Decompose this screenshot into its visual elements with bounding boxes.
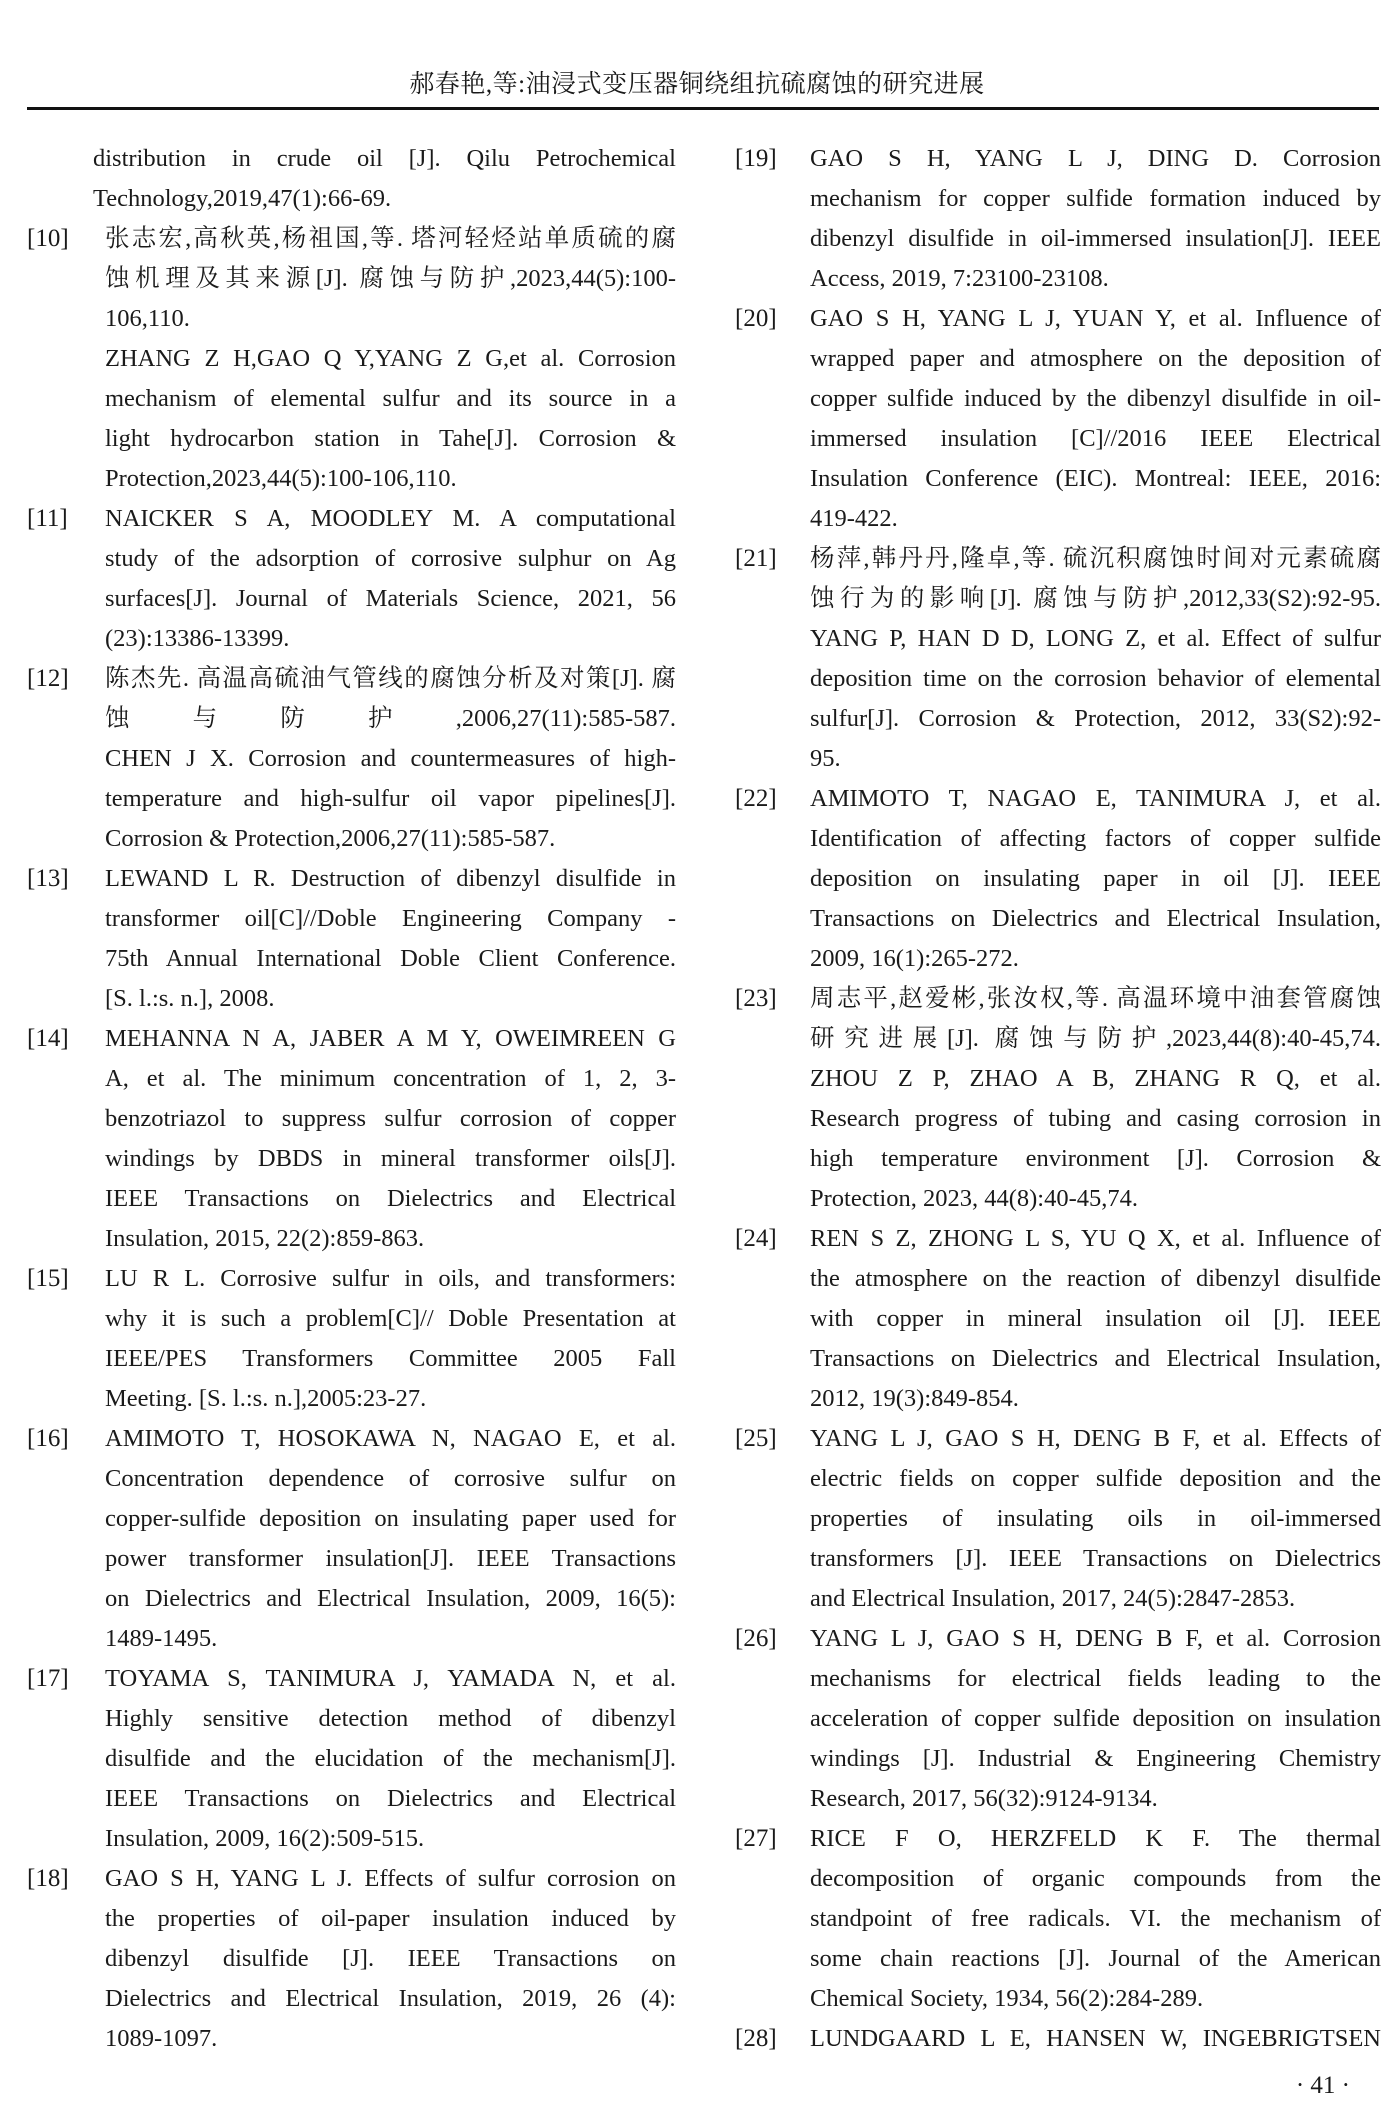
reference-text-line: on Dielectrics and Electrical Insulation, 2009, 16(5): [105, 1585, 676, 1612]
reference-text-line: RICE F O, HERZFELD K F. The thermal [810, 1825, 1381, 1852]
reference-text-line: 2009, 16(1):265-272. [810, 945, 1019, 972]
reference-entry [735, 979, 1381, 1219]
reference-text-line: CHEN J X. Corrosion and countermeasures of high- [105, 745, 676, 772]
running-header: 郝春艳,等:油浸式变压器铜绕组抗硫腐蚀的研究进展 [409, 71, 985, 98]
reference-text-line: Concentration dependence of corrosive sulfur on [105, 1465, 676, 1492]
reference-text-line: 1089-1097. [105, 2025, 218, 2052]
reference-text-line: AMIMOTO T, HOSOKAWA N, NAGAO E, et al. [105, 1425, 676, 1452]
reference-continuation [27, 139, 676, 219]
reference-text-line: 陈杰先. 高温高硫油气管线的腐蚀分析及对策[J]. 腐 [105, 665, 676, 692]
reference-text-line: Transactions on Dielectrics and Electrical Insulation, [810, 905, 1381, 932]
reference-text-line: Insulation Conference (EIC). Montreal: IEEE, 2016: [810, 465, 1381, 492]
reference-text-line: and Electrical Insulation, 2017, 24(5):2847-2853. [810, 1585, 1296, 1612]
reference-number: [20] [735, 305, 777, 332]
reference-entry [27, 859, 676, 1019]
reference-text-line: 95. [810, 745, 841, 772]
reference-entry [27, 1659, 676, 1859]
reference-text-line: Highly sensitive detection method of dibenzyl [105, 1705, 676, 1732]
reference-text-line: (23):13386-13399. [105, 625, 290, 652]
reference-entry [735, 1819, 1381, 2019]
reference-text-line: LEWAND L R. Destruction of dibenzyl disulfide in [105, 865, 676, 892]
page-number: · 41 · [1295, 2072, 1350, 2099]
reference-entry [735, 1219, 1381, 1419]
reference-text-line: GAO S H, YANG L J, YUAN Y, et al. Influence of [810, 305, 1381, 332]
reference-text-line: copper sulfide induced by the dibenzyl disulfide in oil- [810, 385, 1381, 412]
reference-text-line: 蚀行为的影响[J]. 腐蚀与防护,2012,33(S2):92-95. [810, 585, 1381, 612]
reference-text-line: copper-sulfide deposition on insulating paper used for [105, 1505, 676, 1532]
reference-entry [27, 1259, 676, 1419]
reference-text-line: distribution in crude oil [J]. Qilu Petrochemical [93, 145, 676, 172]
reference-text-line: Identification of affecting factors of copper sulfide [810, 825, 1381, 852]
reference-text-line: 杨萍,韩丹丹,隆卓,等. 硫沉积腐蚀时间对元素硫腐 [810, 545, 1381, 572]
reference-text-line: some chain reactions [J]. Journal of the American [810, 1945, 1381, 1972]
left-column-references [27, 139, 676, 2059]
reference-text-line: 研究进展[J]. 腐蚀与防护,2023,44(8):40-45,74. [810, 1025, 1381, 1052]
reference-text-line: surfaces[J]. Journal of Materials Science, 2021, 56 [105, 585, 676, 612]
reference-text-line: 106,110. [105, 305, 190, 332]
reference-text-line: wrapped paper and atmosphere on the deposition of [810, 345, 1381, 372]
reference-entry [27, 1019, 676, 1259]
reference-text-line: benzotriazol to suppress sulfur corrosion of copper [105, 1105, 676, 1132]
reference-text-line: with copper in mineral insulation oil [J]. IEEE [810, 1305, 1381, 1332]
reference-text-line: study of the adsorption of corrosive sulphur on Ag [105, 545, 676, 572]
reference-text-line: windings [J]. Industrial & Engineering Chemistry [810, 1745, 1381, 1772]
reference-text-line: ZHOU Z P, ZHAO A B, ZHANG R Q, et al. [810, 1065, 1381, 1092]
reference-text-line: dibenzyl disulfide [J]. IEEE Transactions on [105, 1945, 676, 1972]
reference-text-line: Chemical Society, 1934, 56(2):284-289. [810, 1985, 1204, 2012]
reference-text-line: windings by DBDS in mineral transformer oils[J]. [105, 1145, 676, 1172]
reference-text-line: Insulation, 2015, 22(2):859-863. [105, 1225, 425, 1252]
reference-number: [19] [735, 145, 777, 172]
reference-text-line: IEEE Transactions on Dielectrics and Electrical [105, 1785, 676, 1812]
reference-entry [735, 1419, 1381, 1619]
reference-text-line: MEHANNA N A, JABER A M Y, OWEIMREEN G [105, 1025, 676, 1052]
reference-entry [735, 299, 1381, 539]
reference-text-line: 周志平,赵爱彬,张汝权,等. 高温环境中油套管腐蚀 [810, 985, 1381, 1012]
reference-entry [735, 2019, 1381, 2059]
reference-text-line: electric fields on copper sulfide deposition and the [810, 1465, 1381, 1492]
reference-text-line: standpoint of free radicals. VI. the mechanism of [810, 1905, 1381, 1932]
reference-text-line: the atmosphere on the reaction of dibenzyl disulfide [810, 1265, 1381, 1292]
reference-text-line: TOYAMA S, TANIMURA J, YAMADA N, et al. [105, 1665, 676, 1692]
header-rule [27, 107, 1379, 110]
reference-text-line: YANG L J, GAO S H, DENG B F, et al. Corrosion [810, 1625, 1381, 1652]
reference-text-line: deposition time on the corrosion behavior of elemental [810, 665, 1381, 692]
reference-text-line: Protection,2023,44(5):100-106,110. [105, 465, 457, 492]
reference-text-line: power transformer insulation[J]. IEEE Transactions [105, 1545, 676, 1572]
reference-number: [21] [735, 545, 777, 572]
reference-text-line: REN S Z, ZHONG L S, YU Q X, et al. Influence of [810, 1225, 1381, 1252]
reference-entry [735, 139, 1381, 299]
reference-text-line: YANG P, HAN D D, LONG Z, et al. Effect of sulfur [810, 625, 1381, 652]
reference-text-line: YANG L J, GAO S H, DENG B F, et al. Effects of [810, 1425, 1381, 1452]
reference-entry [735, 539, 1381, 779]
reference-number: [28] [735, 2025, 777, 2052]
reference-text-line: Meeting. [S. l.:s. n.],2005:23-27. [105, 1385, 427, 1412]
reference-text-line: sulfur[J]. Corrosion & Protection, 2012, 33(S2):92- [810, 705, 1381, 732]
reference-text-line: Protection, 2023, 44(8):40-45,74. [810, 1185, 1138, 1212]
reference-text-line: Research progress of tubing and casing corrosion in [810, 1105, 1381, 1132]
reference-text-line: transformer oil[C]//Doble Engineering Company - [105, 905, 676, 932]
reference-text-line: why it is such a problem[C]// Doble Presentation at [105, 1305, 676, 1332]
reference-text-line: decomposition of organic compounds from the [810, 1865, 1381, 1892]
reference-text-line: the properties of oil-paper insulation induced by [105, 1905, 676, 1932]
reference-text-line: IEEE Transactions on Dielectrics and Electrical [105, 1185, 676, 1212]
reference-text-line: GAO S H, YANG L J. Effects of sulfur corrosion on [105, 1865, 676, 1892]
reference-number: [18] [27, 1865, 69, 1892]
reference-number: [25] [735, 1425, 777, 1452]
reference-number: [26] [735, 1625, 777, 1652]
reference-text-line: A, et al. The minimum concentration of 1, 2, 3- [105, 1065, 676, 1092]
reference-text-line: [S. l.:s. n.], 2008. [105, 985, 275, 1012]
reference-text-line: transformers [J]. IEEE Transactions on Dielectrics [810, 1545, 1381, 1572]
reference-entry [735, 779, 1381, 979]
reference-text-line: temperature and high-sulfur oil vapor pipelines[J]. [105, 785, 676, 812]
reference-entry [27, 659, 676, 859]
reference-number: [22] [735, 785, 777, 812]
reference-text-line: light hydrocarbon station in Tahe[J]. Corrosion & [105, 425, 676, 452]
reference-number: [17] [27, 1665, 69, 1692]
reference-text-line: Research, 2017, 56(32):9124-9134. [810, 1785, 1158, 1812]
reference-number: [13] [27, 865, 69, 892]
reference-text-line: mechanism for copper sulfide formation induced by [810, 185, 1381, 212]
reference-text-line: Access, 2019, 7:23100-23108. [810, 265, 1109, 292]
reference-text-line: mechanisms for electrical fields leading to the [810, 1665, 1381, 1692]
reference-text-line: NAICKER S A, MOODLEY M. A computational [105, 505, 676, 532]
reference-text-line: immersed insulation [C]//2016 IEEE Electrical [810, 425, 1381, 452]
reference-text-line: AMIMOTO T, NAGAO E, TANIMURA J, et al. [810, 785, 1381, 812]
reference-text-line: Transactions on Dielectrics and Electrical Insulation, [810, 1345, 1381, 1372]
reference-text-line: properties of insulating oils in oil-immersed [810, 1505, 1381, 1532]
reference-number: [27] [735, 1825, 777, 1852]
reference-entry [735, 1619, 1381, 1819]
reference-entry [27, 499, 676, 659]
reference-text-line: ZHANG Z H,GAO Q Y,YANG Z G,et al. Corrosion [105, 345, 676, 372]
reference-text-line: 75th Annual International Doble Client Conference. [105, 945, 676, 972]
reference-number: [15] [27, 1265, 69, 1292]
reference-text-line: 蚀与防护,2006,27(11):585-587. [105, 705, 676, 732]
reference-text-line: mechanism of elemental sulfur and its source in a [105, 385, 676, 412]
reference-text-line: 2012, 19(3):849-854. [810, 1385, 1019, 1412]
reference-text-line: acceleration of copper sulfide deposition on insulation [810, 1705, 1381, 1732]
reference-number: [11] [27, 505, 68, 532]
reference-text-line: 1489-1495. [105, 1625, 218, 1652]
reference-entry [27, 219, 676, 499]
reference-number: [12] [27, 665, 69, 692]
reference-text-line: IEEE/PES Transformers Committee 2005 Fall [105, 1345, 676, 1372]
reference-entry [27, 1419, 676, 1659]
reference-number: [14] [27, 1025, 69, 1052]
reference-text-line: 蚀机理及其来源[J]. 腐蚀与防护,2023,44(5):100- [105, 265, 676, 292]
reference-text-line: LUNDGAARD L E, HANSEN W, INGEBRIGTSEN [810, 2025, 1381, 2052]
reference-text-line: LU R L. Corrosive sulfur in oils, and transformers: [105, 1265, 676, 1292]
reference-text-line: Dielectrics and Electrical Insulation, 2019, 26 (4): [105, 1985, 676, 2012]
reference-text-line: GAO S H, YANG L J, DING D. Corrosion [810, 145, 1381, 172]
reference-text-line: high temperature environment [J]. Corrosion & [810, 1145, 1381, 1172]
reference-number: [10] [27, 225, 69, 252]
reference-text-line: dibenzyl disulfide in oil-immersed insulation[J]. IEEE [810, 225, 1381, 252]
reference-text-line: 419-422. [810, 505, 898, 532]
reference-text-line: Corrosion & Protection,2006,27(11):585-587. [105, 825, 556, 852]
reference-text-line: 张志宏,高秋英,杨祖国,等. 塔河轻烃站单质硫的腐 [105, 225, 676, 252]
reference-text-line: disulfide and the elucidation of the mechanism[J]. [105, 1745, 676, 1772]
reference-number: [24] [735, 1225, 777, 1252]
right-column-references [735, 139, 1381, 2059]
reference-number: [16] [27, 1425, 69, 1452]
reference-entry [27, 1859, 676, 2059]
reference-text-line: Technology,2019,47(1):66-69. [93, 185, 392, 212]
reference-text-line: deposition on insulating paper in oil [J]. IEEE [810, 865, 1381, 892]
reference-text-line: Insulation, 2009, 16(2):509-515. [105, 1825, 425, 1852]
reference-number: [23] [735, 985, 777, 1012]
